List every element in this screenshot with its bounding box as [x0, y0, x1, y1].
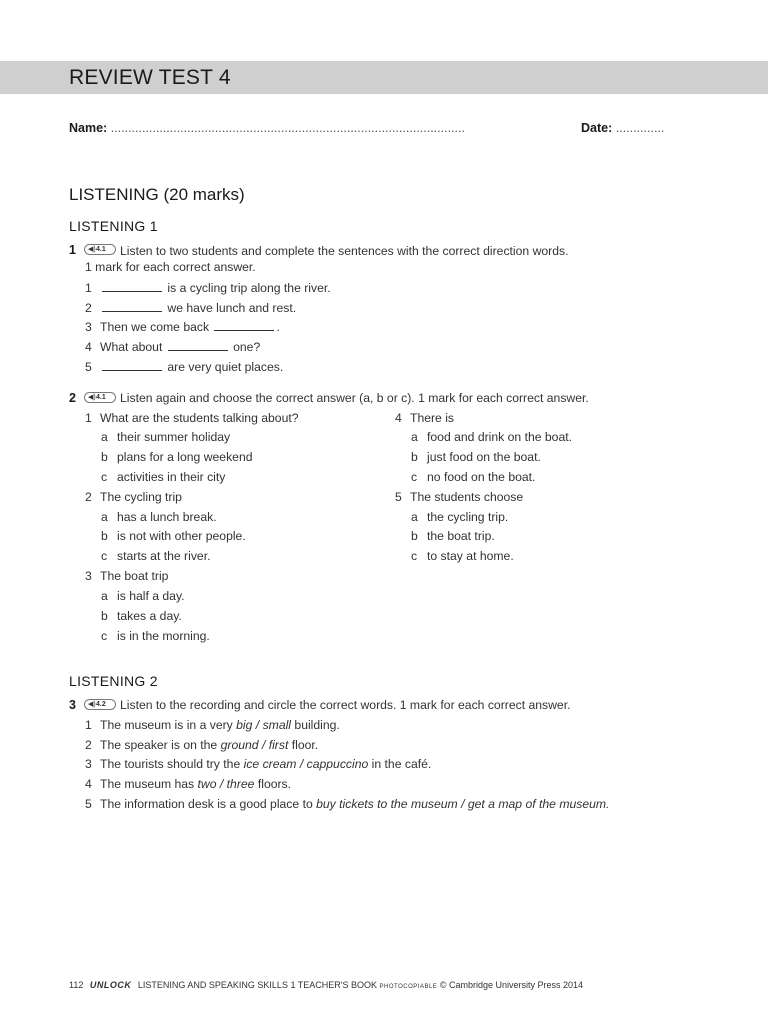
speaker-icon: ◀) [88, 246, 96, 253]
option-letter: b [101, 609, 108, 623]
option-letter: b [101, 450, 108, 464]
item-number: 3 [85, 320, 92, 334]
item-text: The information desk is a good place to [100, 797, 313, 811]
option-text: to stay at home. [427, 549, 514, 563]
item-text: The museum is in a very [100, 718, 233, 732]
unlock-logo: UNLOCK [89, 980, 132, 990]
q2-stem [85, 411, 299, 426]
item-number: 2 [85, 301, 92, 315]
option-letter: c [411, 470, 418, 484]
q2-option[interactable] [411, 450, 541, 465]
q2-stem [395, 411, 454, 426]
q2-option[interactable] [101, 470, 225, 485]
q2-option[interactable] [101, 549, 210, 564]
option-letter: c [101, 629, 108, 643]
item-text: floors. [257, 777, 292, 791]
listening-1-heading: LISTENING 1 [69, 218, 158, 234]
item-number: 4 [85, 340, 92, 354]
item-text: is a cycling trip along the river. [167, 281, 331, 295]
item-number: 1 [85, 411, 92, 425]
item-text: What about [100, 340, 163, 354]
item-text: floor. [291, 738, 319, 752]
page-footer [69, 980, 583, 990]
option-text: their summer holiday [117, 430, 231, 444]
item-number: 4 [85, 777, 92, 791]
option-letter: a [101, 510, 108, 524]
q3-item[interactable] [85, 797, 609, 812]
option-text: takes a day. [117, 609, 182, 623]
item-text: . [276, 320, 280, 334]
item-text: The speaker is on the [100, 738, 218, 752]
q2-stem [395, 490, 523, 505]
book-title: LISTENING AND SPEAKING SKILLS 1 TEACHER'S BOOK [137, 980, 378, 990]
choice-options[interactable]: two / three [197, 777, 255, 791]
q2-option[interactable] [101, 450, 253, 465]
q1-item [85, 319, 280, 335]
item-number: 3 [85, 757, 92, 771]
q2-option[interactable] [411, 430, 572, 445]
q2-option[interactable] [411, 470, 535, 485]
item-text: we have lunch and rest. [167, 301, 297, 315]
option-text: is not with other people. [117, 529, 246, 543]
q2-option[interactable] [101, 430, 230, 445]
option-text: starts at the river. [117, 549, 211, 563]
choice-options[interactable]: big / small [236, 718, 292, 732]
option-letter: b [411, 529, 418, 543]
choice-options[interactable]: ice cream / cappuccino [243, 757, 369, 771]
answer-blank[interactable] [168, 339, 228, 351]
stem-text: What are the students talking about? [100, 411, 299, 425]
q2-option[interactable] [101, 529, 246, 544]
item-text: The museum has [100, 777, 195, 791]
q2-option[interactable] [101, 589, 185, 604]
q2-stem [85, 569, 168, 584]
option-letter: a [101, 430, 108, 444]
name-field[interactable]: ...................................................................................................... [110, 121, 465, 135]
page-title: REVIEW TEST 4 [69, 66, 231, 89]
question-1-marks: 1 mark for each correct answer. [85, 260, 256, 274]
q2-option[interactable] [411, 529, 495, 544]
item-text: in the café. [371, 757, 432, 771]
stem-text: The cycling trip [100, 490, 182, 504]
option-text: activities in their city [117, 470, 226, 484]
item-number: 5 [85, 360, 92, 374]
option-letter: c [101, 549, 108, 563]
item-number: 5 [85, 797, 92, 811]
question-3-instruction: Listen to the recording and circle the correct words. 1 mark for each correct answer. [120, 698, 571, 712]
audio-track: 4.2 [96, 701, 106, 708]
item-text: one? [233, 340, 261, 354]
q2-option[interactable] [411, 510, 508, 525]
item-number: 1 [85, 718, 92, 732]
date-label: Date: [581, 121, 613, 135]
answer-blank[interactable] [102, 280, 162, 292]
item-number: 1 [85, 281, 92, 295]
option-text: just food on the boat. [427, 450, 541, 464]
option-text: no food on the boat. [427, 470, 536, 484]
page-number: 112 [69, 980, 84, 990]
listening-2-heading: LISTENING 2 [69, 673, 158, 689]
q1-item [85, 300, 296, 316]
q3-item[interactable] [85, 757, 431, 772]
item-number: 5 [395, 490, 402, 504]
name-label: Name: [69, 121, 108, 135]
option-letter: c [101, 470, 108, 484]
stem-text: The boat trip [100, 569, 169, 583]
option-letter: a [101, 589, 108, 603]
q2-option[interactable] [411, 549, 514, 564]
item-text: building. [294, 718, 340, 732]
item-text: The tourists should try the [100, 757, 241, 771]
q3-item[interactable] [85, 718, 340, 733]
option-text: food and drink on the boat. [427, 430, 573, 444]
option-letter: a [411, 430, 418, 444]
date-field[interactable]: .............. [615, 121, 665, 135]
copyright: © Cambridge University Press 2014 [439, 980, 583, 990]
item-number: 2 [85, 490, 92, 504]
q3-item[interactable] [85, 777, 291, 792]
audio-track: 4.1 [96, 246, 106, 253]
option-letter: a [411, 510, 418, 524]
q3-item[interactable] [85, 738, 318, 753]
audio-badge-q1 [84, 244, 116, 255]
question-3-number: 3 [69, 698, 76, 712]
answer-blank[interactable] [102, 359, 162, 371]
stem-text: There is [410, 411, 455, 425]
question-1-instruction: Listen to two students and complete the sentences with the correct direction words. [120, 244, 569, 258]
item-number: 4 [395, 411, 402, 425]
q1-item [85, 339, 260, 355]
choice-options[interactable]: buy tickets to the museum / get a map of the museum. [316, 797, 610, 811]
q1-item [85, 359, 283, 375]
answer-blank[interactable] [102, 300, 162, 312]
option-text: is half a day. [117, 589, 185, 603]
q2-option[interactable] [101, 629, 210, 644]
q2-option[interactable] [101, 510, 217, 525]
choice-options[interactable]: ground / first [220, 738, 289, 752]
option-text: the cycling trip. [427, 510, 509, 524]
date-row [581, 121, 664, 135]
item-text: are very quiet places. [167, 360, 284, 374]
item-number: 2 [85, 738, 92, 752]
question-1-number: 1 [69, 243, 76, 257]
speaker-icon: ◀) [88, 701, 96, 708]
option-letter: b [101, 529, 108, 543]
q1-item [85, 280, 331, 296]
stem-text: The students choose [410, 490, 524, 504]
audio-track: 4.1 [96, 394, 106, 401]
option-text: plans for a long weekend [117, 450, 253, 464]
option-letter: b [411, 450, 418, 464]
question-2-number: 2 [69, 391, 76, 405]
speaker-icon: ◀) [88, 394, 96, 401]
option-text: is in the morning. [117, 629, 210, 643]
audio-badge-q2 [84, 392, 116, 403]
q2-option[interactable] [101, 609, 182, 624]
photocopiable-label: PHOTOCOPIABLE [379, 984, 438, 990]
item-number: 3 [85, 569, 92, 583]
option-text: has a lunch break. [117, 510, 217, 524]
section-title: LISTENING (20 marks) [69, 185, 245, 204]
option-text: the boat trip. [427, 529, 495, 543]
option-letter: c [411, 549, 418, 563]
q2-stem [85, 490, 182, 505]
audio-badge-q3 [84, 699, 116, 710]
title-bar [0, 61, 768, 94]
item-text: Then we come back [100, 320, 210, 334]
name-row [69, 121, 465, 135]
question-2-instruction: Listen again and choose the correct answer (a, b or c). 1 mark for each correct answer. [120, 391, 589, 405]
answer-blank[interactable] [214, 319, 274, 331]
